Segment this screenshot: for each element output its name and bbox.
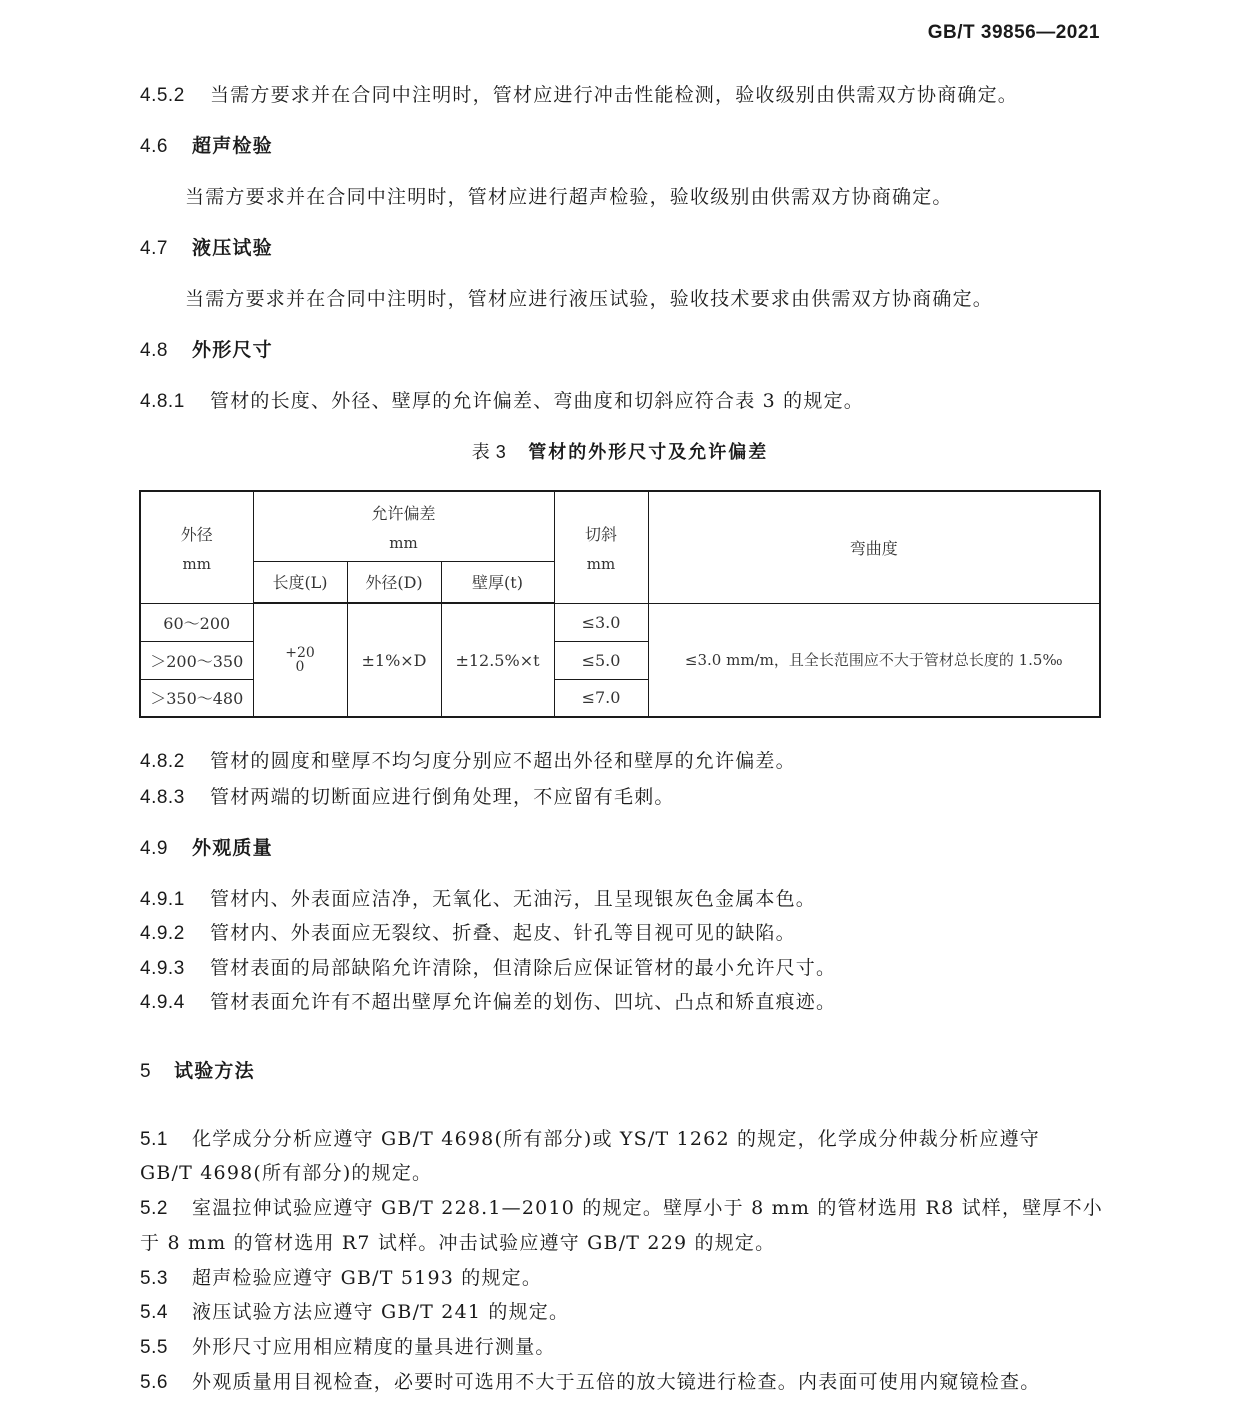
clause-5-2	[140, 1193, 1103, 1220]
standard-code: GB/T 39856—2021	[927, 22, 1100, 43]
heading-number: 5	[140, 1061, 152, 1082]
heading-title: 试验方法	[174, 1060, 255, 1082]
clause-4-7-body: 当需方要求并在合同中注明时，管材应进行液压试验，验收技术要求由供需双方协商确定。	[185, 288, 994, 310]
clause-text: 管材的圆度和壁厚不均匀度分别应不超出外径和壁厚的允许偏差。	[210, 750, 796, 772]
clause-number: 4.8.2	[140, 751, 185, 772]
clause-text: 外观质量用目视检查，必要时可选用不大于五倍的放大镜进行检查。内表面可使用内窥镜检查。	[192, 1371, 1041, 1393]
clause-5-1-cont: GB/T 4698(所有部分)的规定。	[140, 1162, 433, 1184]
table-caption: 管材的外形尺寸及允许偏差	[528, 442, 769, 463]
heading-title: 外形尺寸	[192, 339, 273, 361]
header-outer: 外径(D)	[347, 561, 441, 603]
header-bevel: 切斜 mm	[554, 491, 648, 603]
clause-text: 管材内、外表面应无裂纹、折叠、起皮、针孔等目视可见的缺陷。	[210, 922, 796, 944]
row-bevel: ≤5.0	[554, 641, 648, 679]
row-od: 60～200	[140, 603, 253, 641]
heading-number: 4.7	[140, 238, 168, 259]
clause-number: 5.5	[140, 1337, 168, 1358]
clause-number: 5.6	[140, 1372, 168, 1393]
clause-number: 4.8.3	[140, 787, 185, 808]
heading-4-9	[140, 833, 273, 860]
dimension-table	[139, 490, 1101, 718]
clause-number: 5.3	[140, 1268, 168, 1289]
table-label: 表 3	[471, 442, 507, 462]
clause-5-4	[140, 1297, 569, 1324]
wall-tolerance: ±12.5%×t	[441, 603, 554, 717]
clause-number: 5.1	[140, 1129, 168, 1150]
header-od-unit: mm	[182, 554, 211, 573]
row-bevel: ≤3.0	[554, 603, 648, 641]
outer-tolerance: ±1%×D	[347, 603, 441, 717]
table-title	[0, 438, 1240, 464]
clause-4-9-1	[140, 884, 816, 911]
heading-5	[140, 1056, 255, 1083]
clause-5-5	[140, 1332, 556, 1359]
clause-5-3	[140, 1263, 542, 1290]
row-bevel: ≤7.0	[554, 679, 648, 717]
heading-number: 4.9	[140, 838, 168, 859]
clause-text: 管材的长度、外径、壁厚的允许偏差、弯曲度和切斜应符合表 3 的规定。	[210, 390, 864, 412]
heading-4-8	[140, 335, 273, 362]
header-length: 长度(L)	[253, 561, 347, 603]
clause-text: 当需方要求并在合同中注明时，管材应进行冲击性能检测，验收级别由供需双方协商确定。	[210, 84, 1019, 106]
clause-4-5-2	[140, 80, 1018, 107]
row-od: ＞200～350	[140, 641, 253, 679]
clause-number: 5.4	[140, 1302, 168, 1323]
clause-number: 4.9.4	[140, 992, 185, 1013]
clause-text: 管材表面的局部缺陷允许清除，但清除后应保证管材的最小允许尺寸。	[210, 957, 837, 979]
header-tolerance: 允许偏差 mm	[253, 491, 554, 561]
clause-4-8-3	[140, 782, 675, 809]
header-wall: 壁厚(t)	[441, 561, 554, 603]
header-bevel-unit: mm	[586, 554, 616, 573]
clause-text: 管材内、外表面应洁净，无氧化、无油污，且呈现银灰色金属本色。	[210, 888, 817, 910]
clause-number: 4.8.1	[140, 391, 185, 412]
heading-4-6	[140, 131, 273, 158]
header-od: 外径 mm	[140, 491, 253, 603]
clause-5-1	[140, 1124, 1040, 1151]
clause-text: 管材表面允许有不超出壁厚允许偏差的划伤、凹坑、凸点和矫直痕迹。	[210, 991, 837, 1013]
heading-number: 4.6	[140, 136, 168, 157]
clause-5-6	[140, 1367, 1040, 1394]
heading-title: 液压试验	[192, 237, 273, 259]
clause-text: 管材两端的切断面应进行倒角处理，不应留有毛刺。	[210, 786, 675, 808]
clause-number: 5.2	[140, 1198, 168, 1219]
clause-number: 4.9.3	[140, 958, 185, 979]
clause-text: 外形尺寸应用相应精度的量具进行测量。	[192, 1336, 556, 1358]
clause-4-9-3	[140, 953, 836, 980]
header-bend: 弯曲度	[648, 491, 1100, 603]
clause-5-2-cont: 于 8 mm 的管材选用 R7 试样。冲击试验应遵守 GB/T 229 的规定。	[140, 1232, 776, 1254]
length-tolerance: +20 0	[253, 603, 347, 717]
clause-4-6-body: 当需方要求并在合同中注明时，管材应进行超声检验，验收级别由供需双方协商确定。	[185, 186, 953, 208]
clause-text: 化学成分分析应遵守 GB/T 4698(所有部分)或 YS/T 1262 的规定，化学成分仲裁分析应遵守	[192, 1128, 1040, 1150]
heading-title: 外观质量	[192, 837, 273, 859]
clause-4-9-4	[140, 987, 836, 1014]
clause-number: 4.5.2	[140, 85, 185, 106]
clause-number: 4.9.2	[140, 923, 185, 944]
clause-4-8-1	[140, 386, 864, 413]
clause-4-8-2	[140, 746, 796, 773]
row-od: ＞350～480	[140, 679, 253, 717]
heading-4-7	[140, 233, 273, 260]
clause-4-9-2	[140, 918, 796, 945]
header-tolerance-unit: mm	[389, 533, 418, 552]
bend-value: ≤3.0 mm/m，且全长范围应不大于管材总长度的 1.5‰	[648, 603, 1100, 717]
clause-text: 室温拉伸试验应遵守 GB/T 228.1—2010 的规定。壁厚小于 8 mm 的管材选用 R8 试样，壁厚不小	[192, 1197, 1103, 1219]
heading-title: 超声检验	[192, 135, 273, 157]
clause-text: 超声检验应遵守 GB/T 5193 的规定。	[192, 1267, 543, 1289]
heading-number: 4.8	[140, 340, 168, 361]
clause-text: 液压试验方法应遵守 GB/T 241 的规定。	[192, 1301, 570, 1323]
clause-number: 4.9.1	[140, 889, 185, 910]
